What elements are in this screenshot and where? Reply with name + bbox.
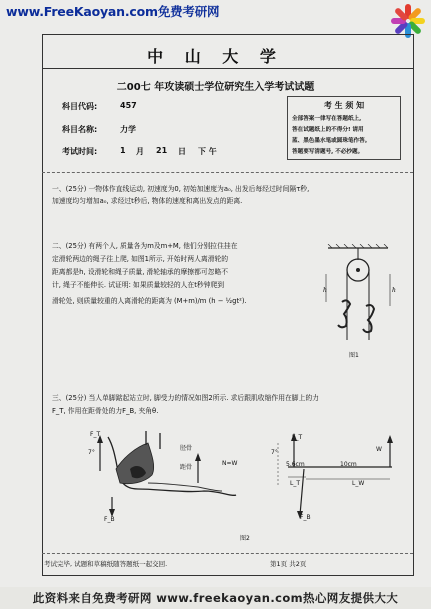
lever-diagram-figure bbox=[270, 427, 400, 527]
site-watermark-url[interactable]: www.FreeKaoyan.com免费考研网 bbox=[6, 4, 220, 19]
exam-time-day: 日 bbox=[178, 147, 186, 156]
section-divider bbox=[42, 172, 413, 173]
question-1-line: 一、(25分) 一物体作直线运动, 初速度为0, 初始加速度为a₀, 出发后每经过时间隔τ秒, bbox=[52, 185, 310, 193]
exam-time-month-num: 1 bbox=[120, 146, 126, 155]
question-3-line: 三、(25分) 当人单脚踮起站立时, 脚受力的情况如图2所示. 求后跟肌收缩作用在脚上的力 bbox=[52, 394, 319, 402]
notice-line: 全部答案一律写在答题纸上, bbox=[292, 116, 362, 122]
foot-label-angle: 7° bbox=[88, 449, 95, 456]
foot-label-weight: N=W bbox=[222, 460, 238, 467]
pulley-figure bbox=[318, 244, 398, 348]
question-2-line: 滑轮处, 则质量较重的人离滑轮的距离为 (M+m)/m (h − ½gt²). bbox=[52, 297, 247, 305]
foot-label-talus: 距骨 bbox=[180, 464, 193, 471]
lever-label-ft: F_T bbox=[292, 434, 303, 441]
svg-text:h: h bbox=[323, 287, 327, 294]
lever-label-angle: 7° bbox=[271, 449, 278, 456]
question-2-line: 定滑轮两边的绳子往上爬, 如图1所示, 开始时两人离滑轮的 bbox=[52, 255, 229, 263]
foot-label-tibia: 胫骨 bbox=[180, 445, 193, 452]
foot-anatomy-figure bbox=[88, 427, 240, 527]
university-title: 中 山 大 学 bbox=[147, 47, 284, 66]
notice-line: 答题要写清题号, 不必抄题。 bbox=[292, 149, 364, 155]
lever-label-w: W bbox=[376, 446, 382, 453]
lever-label-d2: 10cm bbox=[340, 461, 357, 468]
exam-time-day-num: 21 bbox=[156, 146, 168, 155]
subject-code-label: 科目代码: bbox=[62, 102, 98, 111]
lever-label-d1: 5.6cm bbox=[286, 461, 305, 468]
notice-line: 蓝、黑色墨水笔或圆珠笔作答。 bbox=[292, 138, 371, 144]
question-2-line: 计, 绳子不能伸长. 试证明: 如果质量较轻的人在t秒钟爬到 bbox=[52, 281, 225, 289]
question-1-line: 加速度均匀增加a₀, 求经过t秒后, 物体的速度和离出发点的距离. bbox=[52, 197, 243, 205]
subject-name-value: 力学 bbox=[120, 125, 136, 134]
footer-divider bbox=[42, 553, 413, 554]
question-2-line: 二、(25分) 有两个人, 质量各为m及m+M, 他们分别拉住挂在 bbox=[52, 242, 238, 250]
footer-note: 考试完毕, 试题和草稿纸随答题纸一起交回. bbox=[44, 560, 168, 568]
figure-2-caption: 图2 bbox=[240, 535, 250, 542]
subject-code-value: 457 bbox=[120, 101, 137, 110]
figure-1-caption: 图1 bbox=[349, 352, 359, 359]
bottom-watermark-text[interactable]: 此资料来自免费考研网 www.freekaoyan.com热心网友提供大大 bbox=[32, 591, 399, 605]
exam-time-label: 考试时间: bbox=[62, 147, 98, 156]
subject-name-label: 科目名称: bbox=[62, 125, 98, 134]
question-3-line: F_T, 作用在距骨处的力F_B, 夹角θ. bbox=[52, 407, 159, 415]
question-2-line: 距离都是h, 设滑轮和绳子质量, 滑轮轴承的摩擦都可忽略不 bbox=[52, 268, 229, 276]
foot-label-ft: F_T bbox=[90, 431, 101, 438]
svg-text:h: h bbox=[392, 287, 396, 294]
exam-time-month: 月 bbox=[136, 147, 144, 156]
foot-label-fb: F_B bbox=[104, 516, 115, 523]
exam-subtitle: 二00七 年攻读硕士学位研究生入学考试试题 bbox=[116, 82, 315, 93]
notice-line: 答在试题纸上的不得分! 请用 bbox=[292, 127, 364, 133]
title-divider bbox=[42, 68, 413, 69]
candidate-notice-box bbox=[287, 96, 401, 160]
lever-label-lw: L_W bbox=[352, 480, 365, 487]
lever-label-fb: F_B bbox=[300, 514, 311, 521]
notice-title: 考 生 须 知 bbox=[323, 101, 365, 110]
lever-label-lt: L_T bbox=[290, 480, 301, 487]
exam-time-period: 下 午 bbox=[198, 147, 217, 156]
page-number: 第1页 共2页 bbox=[270, 560, 307, 568]
